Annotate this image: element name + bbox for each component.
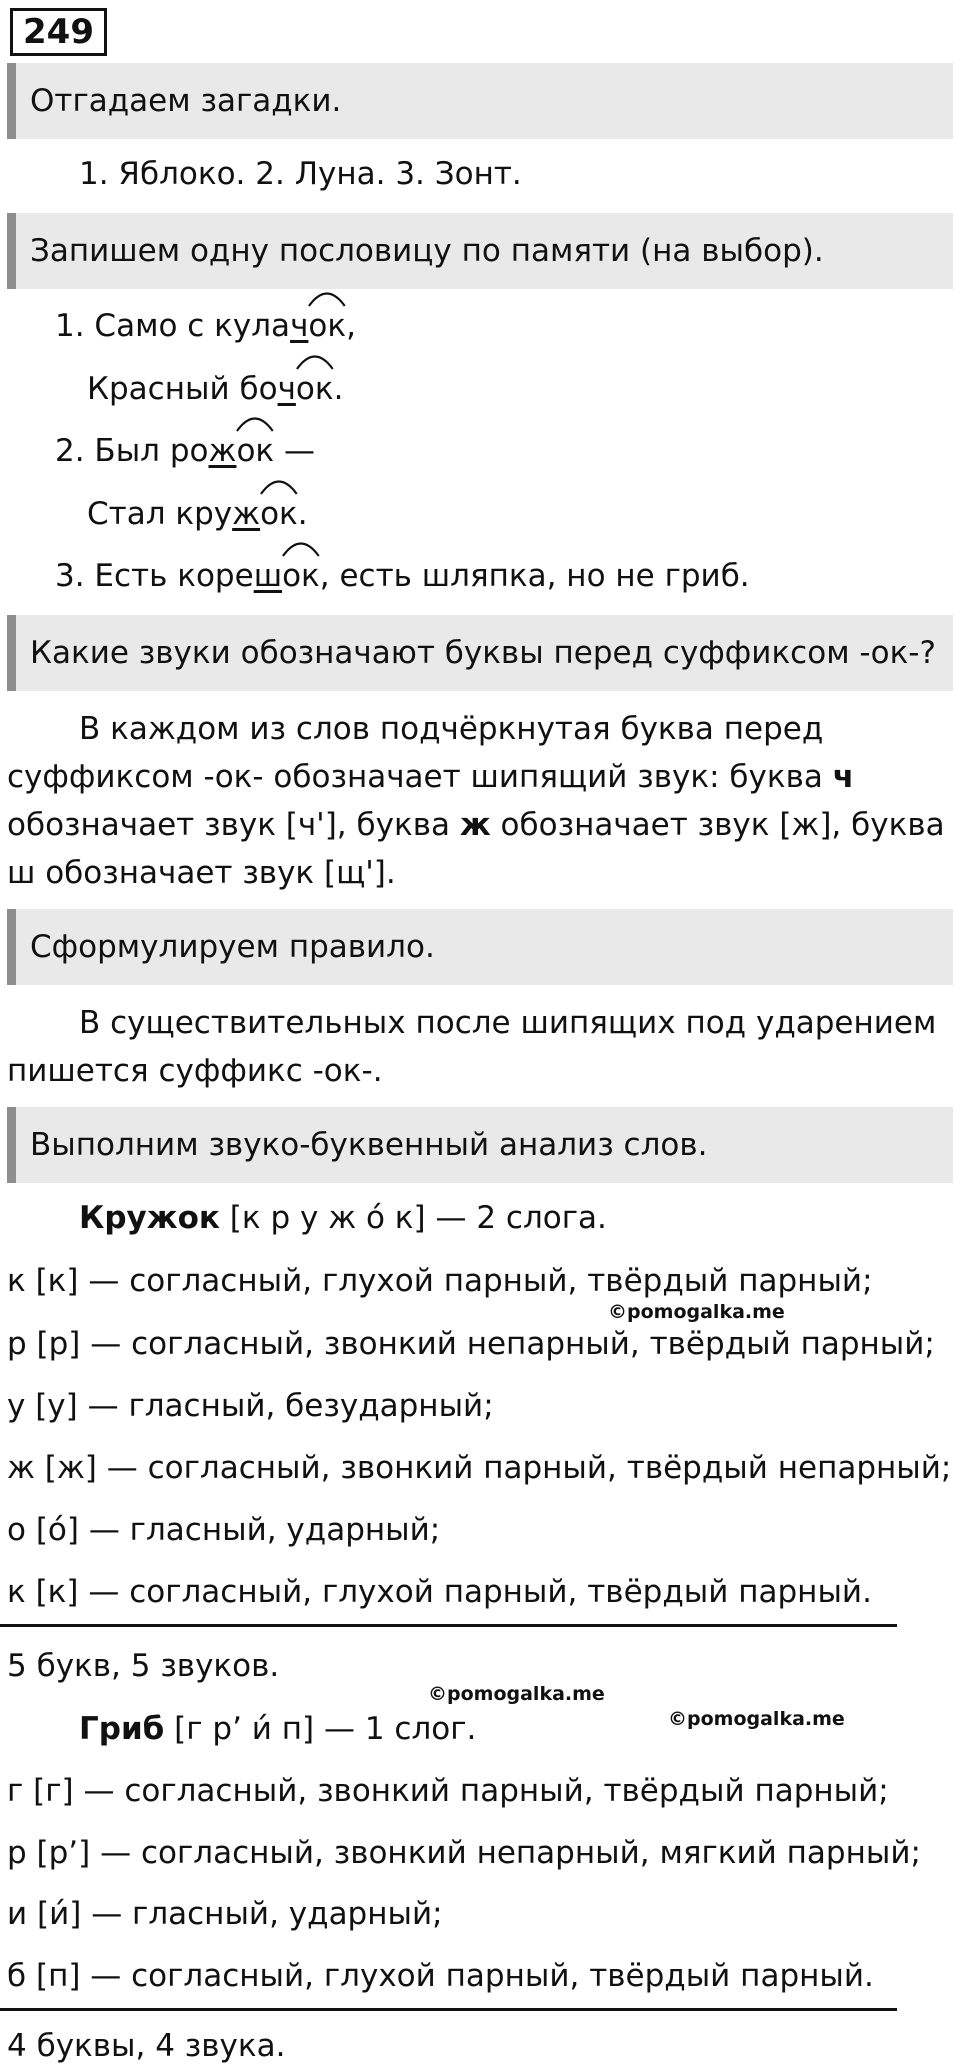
bold-letter-zh: ж <box>459 807 491 843</box>
word1-line-2: р [р] — согласный, звонкий непарный, твёрдый парный; <box>7 1326 935 1362</box>
word2-transcription: [г р’ и́ п] — 1 слог. <box>164 1711 477 1747</box>
arc-mark <box>308 287 346 307</box>
watermark: ©pomogalka.me <box>608 1301 785 1323</box>
word2-header <box>79 1711 476 1747</box>
proverb-line-4: Стал круж ок. <box>87 496 308 532</box>
heading-text: Сформулируем правило. <box>30 929 435 965</box>
suffix-ok: ок <box>296 371 334 407</box>
suffix-ok: ок <box>260 496 298 532</box>
section-heading-proverb <box>7 213 953 289</box>
heading-text: Запишем одну пословицу по памяти (на выбор). <box>30 233 824 269</box>
proverb-line-3: 2. Был рож ок — <box>55 433 315 469</box>
word2-line-4: б [п] — согласный, глухой парный, твёрдый парный. <box>7 1958 874 1994</box>
word1-line-6: к [к] — согласный, глухой парный, твёрдый парный. <box>7 1574 872 1610</box>
suffix-ok: ок <box>236 433 274 469</box>
section-heading-riddles <box>7 63 953 139</box>
arc-mark <box>296 350 334 370</box>
heading-text: Какие звуки обозначают буквы перед суффиксом -ок-? <box>30 635 936 671</box>
proverb-line-1: 1. Само с кулач ок, <box>55 308 356 344</box>
underlined-letter: ж <box>208 433 237 469</box>
word2-line-2: р [р’] — согласный, звонкий непарный, мягкий парный; <box>7 1835 921 1871</box>
word1-line-5: о [о́] — гласный, ударный; <box>7 1512 441 1548</box>
word2-word: Гриб <box>79 1711 165 1747</box>
word2-line-3: и [и́] — гласный, ударный; <box>7 1896 443 1932</box>
word1-line-4: ж [ж] — согласный, звонкий парный, твёрдый непарный; <box>7 1450 952 1486</box>
word1-transcription: [к р у ж о́ к] — 2 слога. <box>219 1200 607 1236</box>
rule-text: В существительных после шипящих под ударением пишется суффикс -ок-. <box>7 1005 937 1089</box>
section-heading-rule <box>7 909 953 985</box>
word2-summary: 4 буквы, 4 звука. <box>7 2028 286 2064</box>
watermark: ©pomogalka.me <box>668 1708 845 1730</box>
word1-word: Кружок <box>79 1200 220 1236</box>
proverb-line-2: Красный боч ок. <box>87 371 343 407</box>
word1-line-1: к [к] — согласный, глухой парный, твёрдый парный; <box>7 1263 873 1299</box>
heading-text: Выполним звуко-буквенный анализ слов. <box>30 1127 708 1163</box>
arc-mark <box>282 537 320 557</box>
underlined-letter: ч <box>290 308 309 344</box>
sounds-explanation: В каждом из слов подчёркнутая буква перед суффиксом -ок- обозначает шипящий звук: буква ч обозначает звук [ч'], буква ж обозначает звук [ж], буква ш обозначает звук [щ']. <box>7 711 945 891</box>
word1-line-3: у [у] — гласный, безударный; <box>7 1388 494 1424</box>
exercise-number: 249 <box>10 8 107 56</box>
divider <box>0 1624 897 1627</box>
heading-text: Отгадаем загадки. <box>30 83 342 119</box>
riddle-answers: 1. Яблоко. 2. Луна. 3. Зонт. <box>79 156 522 192</box>
suffix-ok: ок <box>308 308 346 344</box>
underlined-letter: ч <box>277 371 296 407</box>
word2-line-1: г [г] — согласный, звонкий парный, твёрдый парный; <box>7 1773 889 1809</box>
underlined-letter: ж <box>232 496 261 532</box>
underlined-letter: ш <box>253 558 283 594</box>
arc-mark <box>260 475 298 495</box>
section-heading-analysis <box>7 1107 953 1183</box>
divider <box>0 2008 897 2011</box>
bold-letter-ch: ч <box>832 759 855 795</box>
watermark: ©pomogalka.me <box>428 1683 605 1705</box>
word1-header <box>79 1200 607 1236</box>
arc-mark <box>236 412 274 432</box>
section-heading-sounds <box>7 615 953 691</box>
suffix-ok: ок <box>282 558 320 594</box>
proverb-line-5: 3. Есть кореш ок, есть шляпка, но не гриб. <box>55 558 750 594</box>
word1-summary: 5 букв, 5 звуков. <box>7 1648 280 1684</box>
